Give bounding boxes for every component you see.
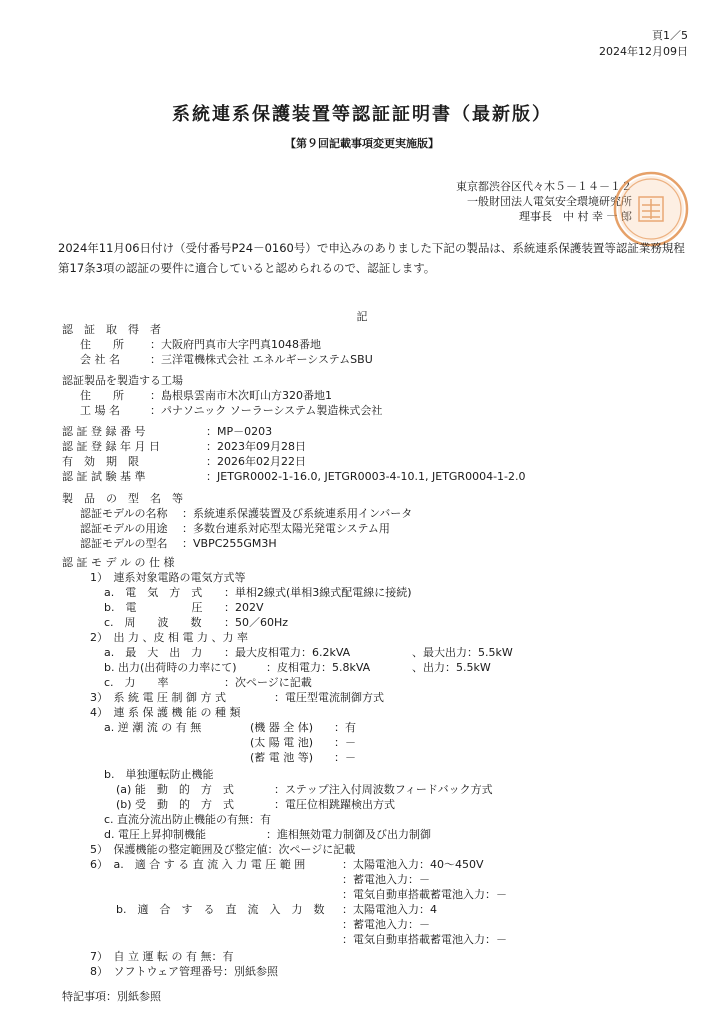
spec-s4: 4） 連 系 保 護 機 能 の 種 類 [90,706,241,719]
product-use-value: ：多数台連系対応型太陽光発電システム用 [182,522,390,535]
spec-s4a-r2-label: (太 陽 電 池) [250,736,314,749]
registration-number-label: 認 証 登 録 番 号 [62,425,146,438]
spec-s1b-label: b. 電 圧 [104,601,203,614]
spec-s6a-v1: ：太陽電池入力：40～450V [342,858,484,871]
intro-paragraph: 2024年11月06日付け（受付番号P24－0160号）で申込みのありました下記の製品は、系統連系保護装置等認証業務規程第17条3項の認証の要件に適合していると認められるので、認証します。 [58,241,685,275]
spec-s1b-value: ：202V [224,601,264,614]
spec-s6a-v3: ：電気自動車搭載蓄電池入力：－ [342,888,507,901]
registration-date-value: ：2023年09月28日 [206,440,306,453]
spec-s4b-b-value: ：電圧位相跳躍検出方式 [274,798,395,811]
issuer-representative: 理事長 中 村 幸 一 郎 [519,210,632,223]
product-heading: 製 品 の 型 名 等 [62,492,183,505]
spec-s4a-r3-label: (蓄 電 池 等) [250,751,314,764]
acquirer-company-value: ：三洋電機株式会社 エネルギーシステムSBU [150,353,373,366]
factory-heading: 認証製品を製造する工場 [62,374,183,387]
spec-s8: 8） ソフトウェア管理番号：別紙参照 [90,965,279,978]
spec-s4a-r1-label: (機 器 全 体) [250,721,314,734]
spec-s6a-v2: ：蓄電池入力：－ [342,873,430,886]
product-name-label: 認証モデルの名称 [80,507,168,520]
spec-s7: 7） 自 立 運 転 の 有 無：有 [90,950,234,963]
standard-label: 認 証 試 験 基 準 [62,470,146,483]
factory-address-value: ：島根県雲南市木次町山方320番地1 [150,389,332,402]
spec-s2c-label: c. 力 率 [104,676,169,689]
spec-s4a-r3-value: ：－ [334,751,356,764]
spec-s2a-value2: 、最大出力：5.5kW [412,646,513,659]
acquirer-heading: 認 証 取 得 者 [62,323,161,336]
document-subtitle: 【第９回記載事項変更実施版】 [285,137,439,150]
spec-s1a-value: ：単相2線式(単相3線式配電線に接続) [224,586,412,599]
registration-date-label: 認 証 登 録 年 月 日 [62,440,160,453]
expiry-value: ：2026年02月22日 [206,455,306,468]
ki-marker: 記 [356,310,368,323]
spec-s2b-value2: 、出力：5.5kW [412,661,491,674]
factory-address-label: 住 所 [80,389,124,402]
spec-s6b-v2: ：蓄電池入力：－ [342,918,430,931]
factory-name-value: ：パナソニック ソーラーシステム製造株式会社 [150,404,383,417]
spec-s4b-b-label: (b) 受 動 的 方 式 [116,798,235,811]
spec-s6a-label: 6） a. 適 合 す る 直 流 入 力 電 圧 範 囲 [90,858,306,871]
spec-s2c-value: ：次ページに記載 [224,676,312,689]
spec-s4c: c. 直流分流出防止機能の有無：有 [104,813,272,826]
issuer-organization: 一般財団法人電気安全環境研究所 [467,195,632,208]
spec-s4b-label: b. 単独運転防止機能 [104,768,214,781]
official-seal-icon [612,170,690,248]
spec-s2b-value: ：皮相電力：5.8kVA [266,661,371,674]
spec-s2: 2） 出 力 、皮 相 電 力 、力 率 [90,631,248,644]
document-title: 系統連系保護装置等認証証明書（最新版） [172,104,552,125]
product-model-value: ：VBPC255GM3H [182,537,277,550]
spec-s5: 5） 保護機能の整定範囲及び整定値：次ページに記載 [90,843,356,856]
product-name-value: ：系統連系保護装置及び系統連系用インバータ [182,507,413,520]
spec-s1: 1） 連系対象電路の電気方式等 [90,571,246,584]
acquirer-company-label: 会 社 名 [80,353,120,366]
spec-s6b-v1: ：太陽電池入力：4 [342,903,437,916]
registration-number-value: ：MP－0203 [206,425,273,438]
spec-s3-value: ：電圧型電流制御方式 [274,691,384,704]
spec-s2b-label: b. 出力(出荷時の力率にて) [104,661,237,674]
special-notes: 特記事項：別紙参照 [62,990,161,1003]
product-use-label: 認証モデルの用途 [80,522,168,535]
issuer-address: 東京都渋谷区代々木５－１４－１２ [456,180,632,193]
spec-s4a-r2-value: ：－ [334,736,356,749]
spec-s3: 3） 系 統 電 圧 制 御 方 式 [90,691,226,704]
standard-value: ：JETGR0002-1-16.0, JETGR0003-4-10.1, JETGR0004-1-2.0 [206,470,526,483]
spec-s4d-value: ：進相無効電力制御及び出力制御 [266,828,431,841]
spec-heading: 認 証 モ デ ル の 仕 様 [62,556,175,569]
spec-s1c-label: c. 周 波 数 [104,616,202,629]
spec-s4b-a-label: (a) 能 動 的 方 式 [116,783,234,796]
spec-s1a-label: a. 電 気 方 式 [104,586,203,599]
page-number: 頁1／5 [652,29,688,42]
spec-s4d-label: d. 電圧上昇抑制機能 [104,828,206,841]
spec-s2a-value: ：最大皮相電力：6.2kVA [224,646,351,659]
acquirer-address-value: ：大阪府門真市大字門真1048番地 [150,338,321,351]
spec-s4a-label: a. 逆 潮 流 の 有 無 [104,721,202,734]
product-model-label: 認証モデルの型名 [80,537,168,550]
spec-s6b-label: b. 適 合 す る 直 流 入 力 数 [116,903,325,916]
spec-s6b-v3: ：電気自動車搭載蓄電池入力：－ [342,933,507,946]
acquirer-address-label: 住 所 [80,338,124,351]
spec-s4b-a-value: ：ステップ注入付周波数フィードバック方式 [274,783,493,796]
document-date: 2024年12月09日 [599,45,688,58]
spec-s2a-label: a. 最 大 出 力 [104,646,203,659]
factory-name-label: 工 場 名 [80,404,120,417]
spec-s4a-r1-value: ：有 [334,721,356,734]
spec-s1c-value: ：50／60Hz [224,616,289,629]
expiry-label: 有 効 期 限 [62,455,139,468]
